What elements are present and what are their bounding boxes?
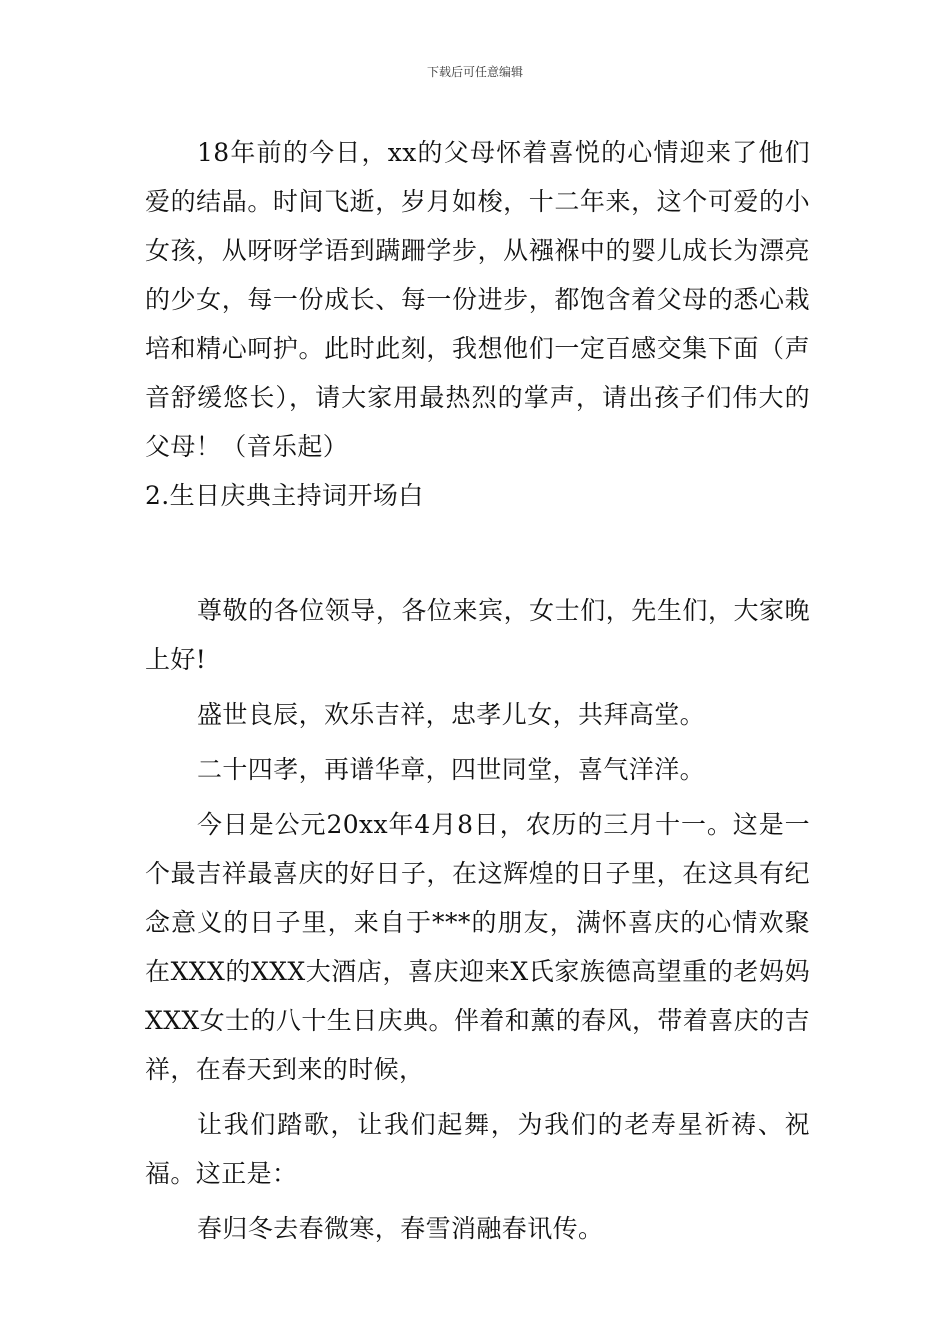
paragraph-couplet-1: 盛世良辰，欢乐吉祥，忠孝儿女，共拜高堂。: [197, 700, 706, 729]
section-heading: 2.生日庆典主持词开场白: [145, 481, 424, 510]
page-header: 下载后可任意编辑: [426, 65, 523, 79]
paragraph-blessing: 让我们踏歌，让我们起舞，为我们的老寿星祈祷、祝福。这正是：: [145, 1110, 810, 1188]
paragraph-birth-story: 18年前的今日，xx的父母怀着喜悦的心情迎来了他们爱的结晶。时间飞逝，岁月如梭，十二年来，这个可爱的小女孩，从呀呀学语到蹒跚学步，从襁褓中的婴儿成长为漂亮的少女，每一份成长、每一份进步，都饱含着父母的悉心栽培和精心呵护。此时此刻，我想他们一定百感交集下面（声音舒缓悠长），请大家用最热烈的掌声，请出孩子们伟大的父母！（音乐起）: [145, 138, 810, 461]
paragraph-poem-line: 春归冬去春微寒，春雪消融春讯传。: [197, 1214, 604, 1243]
paragraph-date-intro: 今日是公元20xx年4月8日，农历的三月十一。这是一个最吉祥最喜庆的好日子，在这辉煌的日子里，在这具有纪念意义的日子里，来自于***的朋友，满怀喜庆的心情欢聚在XXX的XXX大酒店，喜庆迎来X氏家族德高望重的老妈妈XXX女士的八十生日庆典。伴着和薰的春风，带着喜庆的吉祥，在春天到来的时候，: [145, 810, 810, 1084]
section-spacer: [145, 520, 810, 586]
paragraph-greeting: 尊敬的各位领导，各位来宾，女士们，先生们，大家晚上好!: [145, 596, 810, 674]
paragraph-couplet-2: 二十四孝，再谱华章，四世同堂，喜气洋洋。: [197, 755, 706, 784]
document-body: [145, 128, 810, 1253]
